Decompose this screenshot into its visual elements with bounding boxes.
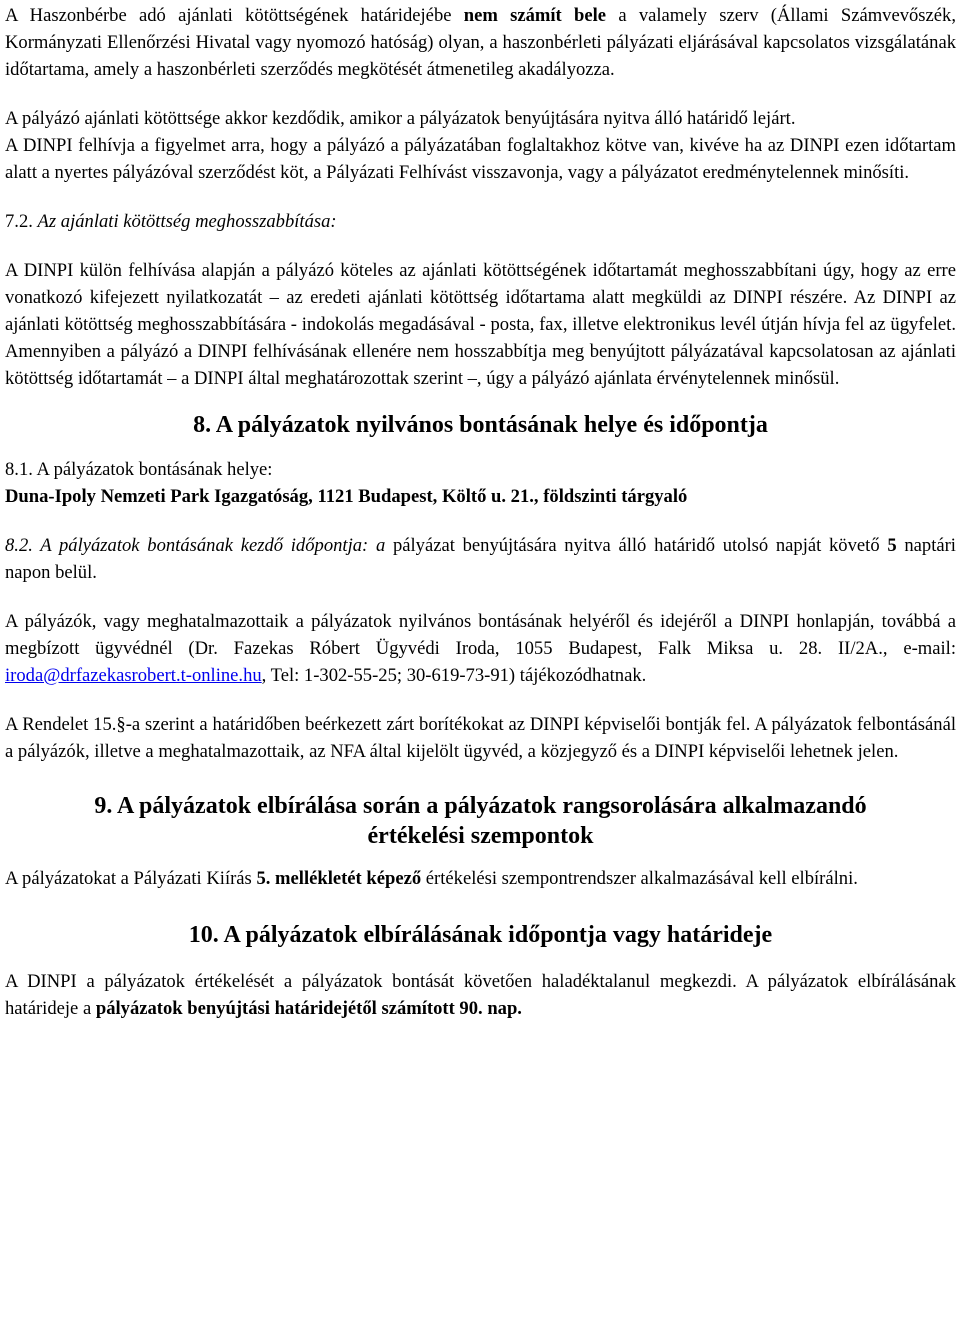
section-8-2-label: 8.2. A pályázatok bontásának kezdő időpontja: a [5,535,386,556]
section-8-heading: 8. A pályázatok nyilvános bontásának helye és időpontja [193,412,768,438]
emphasis-not-included: nem számít bele [463,5,607,26]
opening-location: Duna-Ipoly Nemzeti Park Igazgatóság, 1121 Budapest, Költő u. 21., földszinti tárgyaló [5,486,688,507]
paragraph-extension: A DINPI külön felhívása alapján a pályázó köteles az ajánlati kötöttségének időtartamát meghosszabbítani úgy, hogy az erre vonatkozó kifejezett nyilatkozatát – az eredeti ajánlati kötöttség időtartama alatt megküldi az DINPI részére. Az DINPI az ajánlati kötöttség meghosszabbítására - indokolás megadásával - posta, fax, illetve elektronikus levél útján hívja fel az ügyfelet. Amennyiben a pályázó a DINPI felhívásának ellenére nem hosszabbítja meg benyújtott pályázatával kapcsolatosan az ajánlati kötöttség időtartamát – a DINPI által meghatározottak szerint –, úgy a pályázó ajánlata érvénytelennek minősül. [5,260,956,389]
paragraph-dinpi-notice: A DINPI felhívja a figyelmet arra, hogy a pályázó a pályázatában foglaltakhoz kötve van, kivéve ha az DINPI ezen időtartam alatt a nyertes pályázóval szerződést köt, a Pályázati Felhívást visszavonja, vagy a pályázatot eredménytelennek minősíti. [5,135,956,183]
email-link[interactable]: iroda@drfazekasrobert.t-online.hu [5,665,262,686]
paragraph-evaluation-deadline: A DINPI a pályázatok értékelését a pályázatok bontását követően haladéktalanul megkezdi. A pályázatok elbírálásának határideje a pályázatok benyújtási határidejétől számított 90. nap. [5,971,956,1019]
section-8-1-label: 8.1. A pályázatok bontásának helye: [5,459,273,480]
paragraph-contact-info: A pályázók, vagy meghatalmazottaik a pályázatok nyilvános bontásának helyéről és idejéről a DINPI honlapján, továbbá a megbízott ügyvédnél (Dr. Fazekas Róbert Ügyvédi Iroda, 1055 Budapest, Falk Miksa u. 28. II/2A., e-mail: iroda@drfazekasrobert.t-online.hu, Tel: 1-302-55-25; 30-619-73-91) tájékozódhatnak. [5,611,956,686]
paragraph-evaluation-criteria: A pályázatokat a Pályázati Kiírás 5. mellékletét képező értékelési szempontrendszer alkalmazásával kell elbírálni. [5,868,858,889]
section-9-heading: 9. A pályázatok elbírálása során a pályázatok rangsorolására alkalmazandó értékelési szempontok [94,793,867,849]
section-10-heading: 10. A pályázatok elbírálásának időpontja vagy határideje [188,922,773,948]
paragraph-opening-procedure: A Rendelet 15.§-a szerint a határidőben beérkezett zárt borítékokat az DINPI képviselői bontják fel. A pályázatok felbontásánál a pályázók, illetve a meghatalmazottaik, az NFA által kijelölt ügyvéd, a közjegyző és a DINPI képviselői lehetnek jelen. [5,714,956,762]
section-8-2: 8.2. A pályázatok bontásának kezdő időpontja: a pályázat benyújtására nyitva álló határidő utolsó napját követő 5 naptári napon belül. [5,535,956,583]
section-7-2-heading: 7.2. Az ajánlati kötöttség meghosszabbítása: [5,211,337,232]
paragraph-binding-start: A pályázó ajánlati kötöttsége akkor kezdődik, amikor a pályázatok benyújtására nyitva álló határidő lejárt. [5,108,796,129]
paragraph-binding-exception: A Haszonbérbe adó ajánlati kötöttségének határidejébe nem számít bele a valamely szerv (Állami Számvevőszék, Kormányzati Ellenőrzési Hivatal vagy nyomozó hatóság) olyan, a haszonbérleti pályázati eljárásával kapcsolatos vizsgálatának időtartama, amely a haszonbérleti szerződés megkötését átmenetileg akadályozza. [5,5,956,80]
